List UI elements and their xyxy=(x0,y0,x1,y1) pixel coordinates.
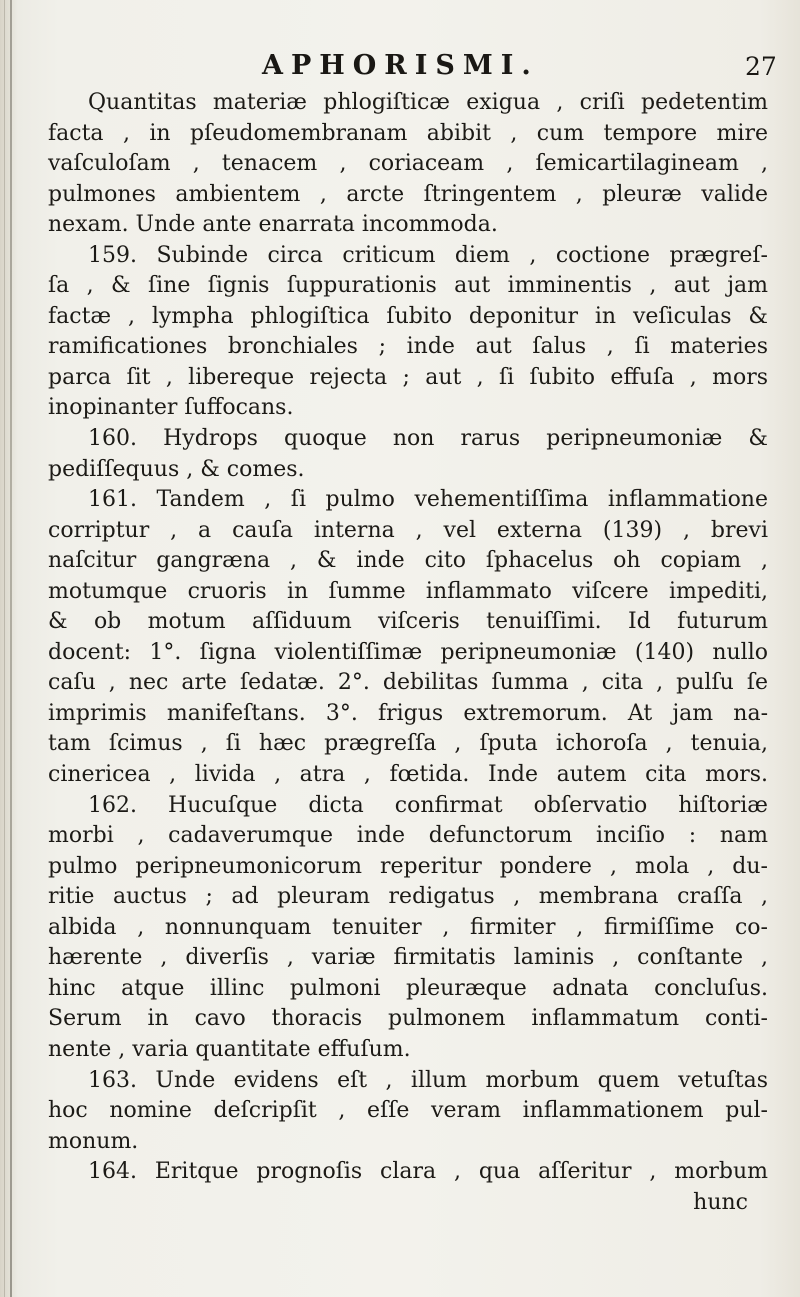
running-title: APHORISMI. xyxy=(262,50,539,81)
text-line: morbi , cadaverumque inde defunctorum inciſio : nam xyxy=(48,823,768,849)
text-line: 159. Subinde circa criticum diem , coctione prægreſ- xyxy=(88,242,768,268)
text-line: pulmones ambientem , arcte ſtringentem , pleuræ valide xyxy=(48,181,768,207)
text-line: ſa , & ſine ſignis ſuppurationis aut imminentis , aut jam xyxy=(48,273,768,299)
text-line: pulmo peripneumonicorum reperitur pondere , mola , du- xyxy=(48,853,768,879)
text-line: caſu , nec arte ſedatæ. 2°. debilitas ſumma , cita , pulſu ſe xyxy=(48,670,768,696)
text-line: hinc atque illinc pulmoni pleuræque adnata concluſus. xyxy=(48,975,768,1001)
text-line: 160. Hydrops quoque non rarus peripneumoniæ & xyxy=(88,426,768,452)
text-line: hoc nomine deſcripſit , eſſe veram inflammationem pul- xyxy=(48,1098,768,1124)
page-gutter-shadow xyxy=(4,0,5,1297)
text-line: monum. xyxy=(48,1128,139,1154)
text-line: pediſſequus , & comes. xyxy=(48,456,305,482)
text-line: factæ , lympha phlogiſtica ſubito deponitur in veſiculas & xyxy=(48,303,768,329)
text-line: nexam. Unde ante enarrata incommoda. xyxy=(48,212,498,238)
text-line: docent: 1°. ſigna violentiſſimæ peripneumoniæ (140) nullo xyxy=(48,639,768,665)
text-line: inopinanter ſuffocans. xyxy=(48,395,294,421)
text-line: tam ſcimus , ſi hæc prægreſſa , ſputa ichoroſa , tenuia, xyxy=(48,731,768,757)
body-text xyxy=(48,88,768,1218)
text-line: cinericea , livida , atra , fœtida. Inde autem cita mors. xyxy=(48,762,768,788)
text-line: ramificationes bronchiales ; inde aut ſalus , ſi materies xyxy=(48,334,768,360)
text-line: hærente , diverſis , variæ firmitatis laminis , conſtante , xyxy=(48,945,768,971)
text-line: albida , nonnunquam tenuiter , firmiter , firmiſſime co- xyxy=(48,914,768,940)
text-line: ritie auctus ; ad pleuram redigatus , membrana craſſa , xyxy=(48,884,768,910)
catchword: hunc xyxy=(693,1189,748,1215)
text-line: motumque cruoris in ſumme inflammato viſcere impediti, xyxy=(48,578,768,604)
text-line: 164. Eritque prognoſis clara , qua aſſeritur , morbum xyxy=(88,1159,768,1185)
text-line: nente , varia quantitate effuſum. xyxy=(48,1036,411,1062)
text-line: 162. Hucuſque dicta confirmat obſervatio hiſtoriæ xyxy=(88,792,768,818)
page-number: 27 xyxy=(745,52,777,81)
page-header xyxy=(0,50,800,90)
text-line: & ob motum aſſiduum viſceris tenuiſſimi. Id futurum xyxy=(48,609,768,635)
text-line: imprimis manifeſtans. 3°. frigus extremorum. At jam na- xyxy=(48,700,768,726)
text-line: facta , in pſeudomembranam abibit , cum tempore mire xyxy=(48,120,768,146)
text-line: parca ſit , libereque rejecta ; aut , ſi ſubito effuſa , mors xyxy=(48,364,768,390)
text-line: Serum in cavo thoracis pulmonem inflammatum conti- xyxy=(48,1006,768,1032)
text-line: 161. Tandem , ſi pulmo vehementiſſima inflammatione xyxy=(88,487,768,513)
text-line: vaſculoſam , tenacem , coriaceam , ſemicartilagineam , xyxy=(48,151,768,177)
text-line: naſcitur gangræna , & inde cito ſphacelus oh copiam , xyxy=(48,548,768,574)
page-binding-edge xyxy=(10,0,12,1297)
text-line: corriptur , a cauſa interna , vel externa (139) , brevi xyxy=(48,517,768,543)
text-line: Quantitas materiæ phlogiſticæ exigua , criſi pedetentim xyxy=(88,90,768,115)
text-line: 163. Unde evidens eſt , illum morbum quem vetuſtas xyxy=(88,1067,768,1093)
